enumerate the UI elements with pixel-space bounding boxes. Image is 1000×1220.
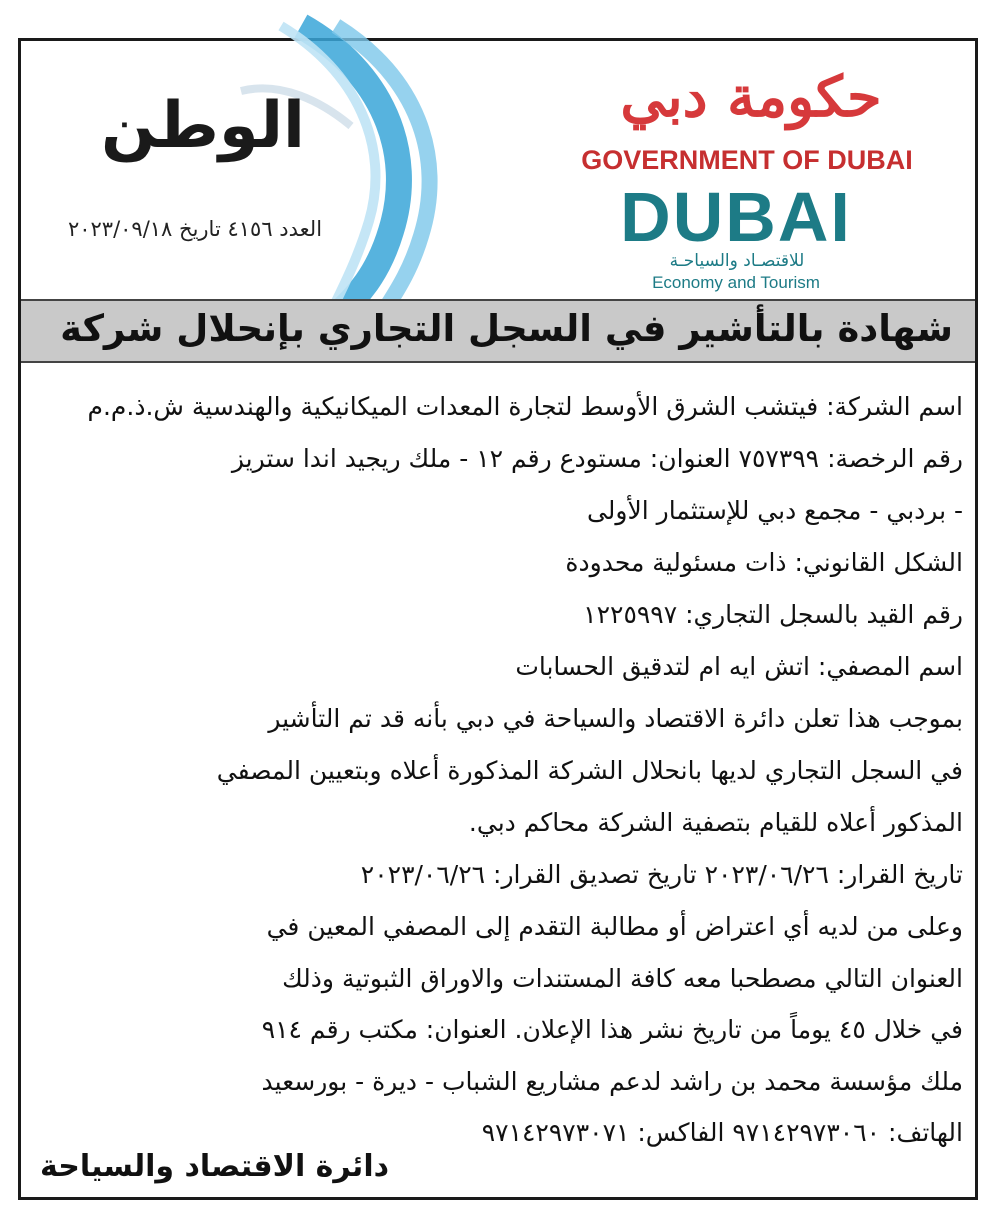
notice-line-company: اسم الشركة: فيتشب الشرق الأوسط لتجارة المعدات الميكانيكية والهندسية ش.ذ.م.م [87,392,963,421]
notice-line-objection-2: العنوان التالي مصطحبا معه كافة المستندات والاوراق الثبوتية وذلك [282,963,963,993]
government-name-en: GOVERNMENT OF DUBAI [581,145,913,175]
notice-signature: دائرة الاقتصاد والسياحة [40,1149,389,1184]
notice-line-objection-3: في خلال ٤٥ يوماً من تاريخ نشر هذا الإعلان. العنوان: مكتب رقم ٩١٤ [261,1015,963,1044]
notice-line-legal-form: الشكل القانوني: ذات مسئولية محدودة [565,548,963,577]
notice-line-objection-1: وعلى من لديه أي اعتراض أو مطالبة التقدم إلى المصفي المعين في [266,912,963,941]
header [21,41,975,299]
dubai-brand-logo-icon [620,178,852,256]
newspaper-wave-logo-icon [241,31,481,311]
notice-line-license: رقم الرخصة: ٧٥٧٣٩٩ العنوان: مستودع رقم ١٢ - ملك ريجيد اندا ستريز [231,444,963,473]
notice-line-announce-2: في السجل التجاري لديها بانحلال الشركة المذكورة أعلاه وبتعيين المصفي [216,756,963,785]
dubai-logo-text: DUBAI [620,178,852,256]
notice-line-dates: تاريخ القرار: ٢٠٢٣/٠٦/٢٦ تاريخ تصديق القرار: ٢٠٢٣/٠٦/٢٦ [360,860,963,889]
notice-line-liquidator: اسم المصفي: اتش ايه ام لتدقيق الحسابات [515,652,963,681]
department-name-en: Economy and Tourism [652,273,820,292]
department-name-ar: للاقتصـاد والسياحـة [669,251,805,271]
notice-line-objection-4: ملك مؤسسة محمد بن راشد لدعم مشاريع الشباب - ديرة - بورسعيد [261,1066,963,1096]
notice-line-registry: رقم القيد بالسجل التجاري: ١٢٢٥٩٩٧ [583,600,963,629]
notice-title: شهادة بالتأشير في السجل التجاري بإنحلال شركة [60,307,953,350]
newspaper-name: الوطن [101,89,305,163]
notice-line-address: - بردبي - مجمع دبي للإستثمار الأولى [586,496,963,525]
notice-frame [18,38,978,1200]
notice-body [33,381,963,1159]
notice-line-contact: الهاتف: ٩٧١٤٢٩٧٣٠٦٠ الفاكس: ٩٧١٤٢٩٧٣٠٧١ [481,1118,963,1147]
notice-line-announce-3: المذكور أعلاه للقيام بتصفية الشركة محاكم دبي. [468,808,963,837]
title-band [21,299,975,363]
newspaper-issue-line: العدد ٤١٥٦ تاريخ ٢٠٢٣/٠٩/١٨ [67,217,323,241]
government-name-ar: حكومة دبي [620,64,882,130]
notice-line-announce-1: بموجب هذا تعلن دائرة الاقتصاد والسياحة في دبي بأنه قد تم التأشير [268,704,963,733]
